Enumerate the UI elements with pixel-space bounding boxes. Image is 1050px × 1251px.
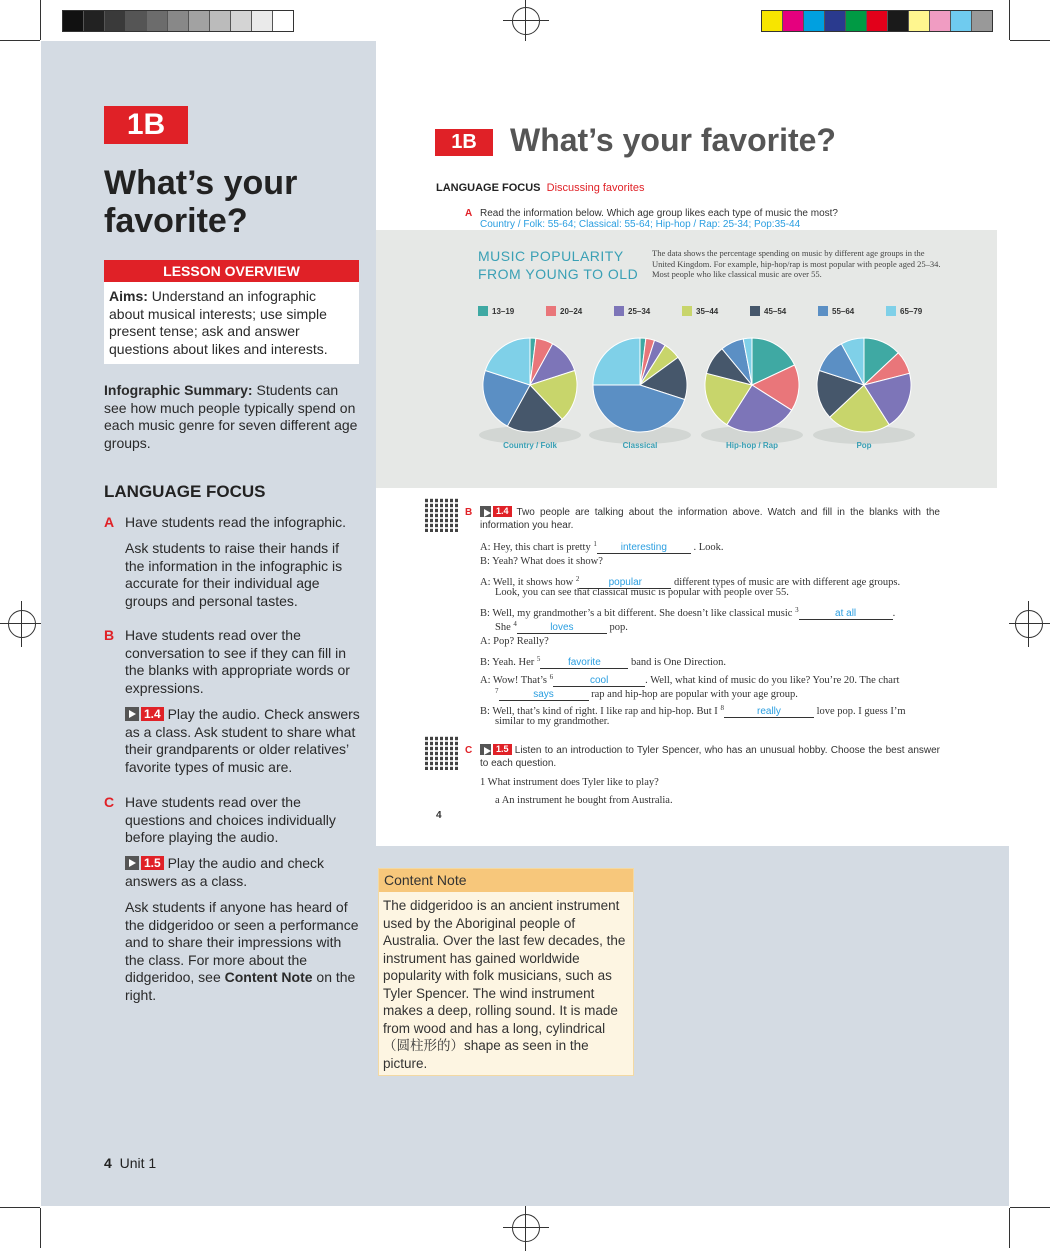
lesson-title-line: favorite? — [104, 202, 248, 240]
legend-label: 35–44 — [696, 306, 719, 316]
legend-item — [750, 306, 786, 316]
legend-label: 25–34 — [628, 306, 651, 316]
exercise-letter-a: A — [465, 208, 473, 219]
exercise-a-instruction — [480, 208, 950, 230]
lesson-title — [104, 164, 297, 240]
answer-blank[interactable]: loves — [517, 622, 607, 634]
question-1-option-a[interactable]: a An instrument he bought from Australia. — [495, 795, 673, 806]
line-text: rap and hip-hop are popular with your age group. — [588, 689, 798, 700]
pie-label: Classical — [622, 441, 658, 450]
qr-code-icon[interactable] — [425, 498, 459, 532]
pie-slice — [593, 338, 640, 385]
gray-swatch-bar — [62, 10, 294, 32]
answer-blank[interactable]: interesting — [597, 542, 691, 554]
section-letter-a: A — [104, 514, 115, 530]
summary-text: Students can see how much people typically spend on each music genre for seven different age groups. — [104, 382, 358, 451]
play-icon[interactable] — [125, 856, 139, 870]
line-text: love pop. I guess I’m — [813, 706, 906, 717]
legend-swatch — [546, 306, 556, 316]
section-c-text-2: Play the audio and check answers as a class. — [125, 855, 325, 889]
answer-text: Country / Folk: 55-64; Classical: 55-64; Hip-hop / Rap: 25-34; Pop:35-44 — [480, 219, 801, 230]
lesson-tag: 1B — [104, 106, 188, 144]
blank-number: 8 — [720, 704, 724, 712]
teacher-page-footer — [104, 1155, 156, 1171]
instruction-text: Two people are talking about the information above. Watch and fill in the blanks with the information you hear. — [480, 507, 940, 531]
legend-item — [886, 306, 922, 316]
conversation-line — [480, 684, 940, 702]
blank-number: 5 — [536, 655, 541, 663]
blank-number: 2 — [575, 575, 580, 583]
track-badge: 1.4 — [493, 506, 512, 517]
line-text: . Well, what kind of music do you like? You’re 20. The chart — [645, 675, 900, 686]
play-icon[interactable] — [480, 744, 491, 755]
line-text: A: Hey, this chart is pretty — [480, 542, 594, 553]
conversation-line — [480, 652, 940, 670]
blank-number: 6 — [549, 673, 554, 681]
crop-mark — [1009, 0, 1010, 40]
legend-label: 55–64 — [832, 306, 855, 316]
line-text: B: Yeah. Her — [480, 657, 537, 668]
crop-mark — [40, 0, 41, 40]
blank-number: 7 — [495, 687, 499, 695]
instruction-text: Read the information below. Which age group likes each type of music the most? — [480, 208, 838, 219]
section-b-text: Have students read over the conversation to see if they can fill in the blanks with appropriate words or expressions. — [125, 627, 350, 696]
lesson-title-line: What’s your — [104, 164, 298, 202]
language-focus-heading: LANGUAGE FOCUS — [104, 482, 266, 501]
content-note-header: Content Note — [379, 869, 633, 892]
conversation-line — [480, 617, 940, 635]
play-icon[interactable] — [480, 506, 491, 517]
crop-mark — [1010, 1207, 1050, 1208]
section-c-text: Have students read over the questions and choices individually before playing the audio. — [125, 794, 336, 845]
page-number: 4 — [104, 1155, 112, 1171]
focus-topic: Discussing favorites — [546, 182, 645, 194]
aims-text: Understand an infographic about musical interests; use simple present tense; ask and answer questions about likes and interests. — [109, 288, 328, 357]
legend-label: 20–24 — [560, 306, 583, 316]
qr-code-icon[interactable] — [425, 736, 459, 770]
blank-number: 1 — [593, 540, 597, 548]
legend-swatch — [818, 306, 828, 316]
line-text: different types of music are with different age groups. — [671, 577, 901, 588]
content-note-body: The didgeridoo is an ancient instrument used by the Aboriginal people of Australia. Over the last few decades, the instrument has gained worldwide popularity with folk musicians, such as Tyler Spencer. The wind instrument makes a deep, rolling sound. It is made from wood and has a long, cylindrical （圆柱形的）shape as seen in the picture. — [383, 898, 626, 1071]
legend-item — [818, 306, 854, 316]
crop-mark — [0, 40, 40, 41]
conversation-line: A: Pop? Really? — [480, 636, 549, 647]
infographic-summary — [104, 382, 359, 452]
registration-mark-icon — [512, 1214, 540, 1242]
legend-label: 65–79 — [900, 306, 923, 316]
heading-line: MUSIC POPULARITY — [478, 248, 624, 264]
student-focus-line — [436, 182, 644, 194]
crop-mark — [40, 1208, 41, 1248]
infographic-heading — [478, 247, 638, 283]
legend-item — [614, 306, 650, 316]
lesson-aims-box — [104, 282, 359, 364]
crop-mark — [1009, 1208, 1010, 1248]
line-text: B: Well, that’s kind of right. I like rap and hip-hop. But I — [480, 706, 721, 717]
answer-blank[interactable]: really — [724, 706, 814, 718]
summary-label: Infographic Summary: — [104, 382, 253, 398]
pie-label: Hip-hop / Rap — [726, 441, 778, 450]
exercise-letter-c: C — [465, 745, 473, 756]
content-note-box — [378, 868, 634, 1076]
crop-mark — [1010, 40, 1050, 41]
legend-swatch — [750, 306, 760, 316]
track-badge: 1.4 — [141, 707, 164, 721]
content-note-link: Content Note — [224, 969, 313, 985]
crop-mark — [0, 1207, 40, 1208]
conversation-line: Look, you can see that classical music is popular with people over 55. — [495, 587, 789, 598]
legend-label: 45–54 — [764, 306, 787, 316]
line-text: B: Well, my grandmother’s a bit different. She doesn’t like classical music — [480, 608, 796, 619]
legend-swatch — [478, 306, 488, 316]
section-letter-b: B — [104, 627, 115, 643]
line-text: A: Wow! That’s — [480, 675, 550, 686]
pie-label: Pop — [856, 441, 872, 450]
answer-blank[interactable]: cool — [553, 675, 645, 687]
blank-number: 4 — [513, 620, 517, 628]
section-c-text-3 — [125, 899, 360, 1004]
answer-blank[interactable]: at all — [799, 608, 893, 620]
legend-swatch — [614, 306, 624, 316]
lesson-overview-header: LESSON OVERVIEW — [104, 260, 359, 282]
section-b-audio-note — [125, 706, 360, 776]
legend-label: 13–19 — [492, 306, 515, 316]
pie-label: Country / Folk — [503, 441, 557, 450]
conversation-line: similar to my grandmother. — [495, 716, 610, 727]
color-swatch-bar — [761, 10, 993, 32]
legend-item — [478, 306, 514, 316]
unit-label: Unit 1 — [119, 1155, 157, 1171]
focus-label: LANGUAGE FOCUS — [436, 182, 541, 194]
exercise-c-instruction — [480, 744, 940, 770]
heading-line: FROM YOUNG TO OLD — [478, 266, 639, 282]
section-a-text: Have students read the infographic. — [125, 514, 347, 530]
student-lesson-tag: 1B — [435, 129, 493, 156]
instruction-text: Listen to an introduction to Tyler Spencer, who has an unusual hobby. Choose the best answer to each question. — [480, 745, 940, 769]
blank-number: 3 — [795, 606, 799, 614]
track-badge: 1.5 — [493, 744, 512, 755]
student-lesson-title: What’s your favorite? — [510, 122, 836, 158]
play-icon[interactable] — [125, 707, 139, 721]
conversation-line — [480, 537, 940, 555]
legend-swatch — [886, 306, 896, 316]
text-run: on the right. — [125, 969, 356, 1003]
registration-mark-icon — [512, 7, 540, 35]
line-text: She — [495, 622, 514, 633]
infographic-description: The data shows the percentage spending on music by different age groups in the United Kingdom. For example, hip-hop/rap is most popular with people aged 25–34. Most people who like classical music are over 55. — [652, 248, 941, 279]
question-1: 1 What instrument does Tyler like to play? — [480, 777, 659, 788]
exercise-letter-b: B — [465, 507, 473, 518]
registration-mark-icon — [8, 610, 36, 638]
registration-mark-icon — [1015, 610, 1043, 638]
legend-swatch — [682, 306, 692, 316]
conversation-line: B: Yeah? What does it show? — [480, 556, 603, 567]
legend-item — [682, 306, 718, 316]
answer-blank[interactable]: popular — [579, 577, 671, 589]
answer-blank[interactable]: says — [499, 689, 589, 701]
section-letter-c: C — [104, 794, 115, 810]
line-text: . Look. — [690, 542, 724, 553]
track-badge: 1.5 — [141, 856, 164, 870]
aims-label: Aims: — [109, 288, 148, 304]
text-run: Ask students if anyone has heard of the didgeridoo or seen a performance and to share their impressions with the class. For more about the didgeridoo, see — [125, 899, 359, 985]
exercise-b-instruction — [480, 506, 940, 532]
student-page-number: 4 — [436, 810, 442, 821]
line-text: . — [892, 608, 896, 619]
legend-item — [546, 306, 582, 316]
section-c-audio-note — [125, 855, 360, 890]
section-b-text-2: Play the audio. Check answers as a class. Ask student to share what their grandparents or older relatives’ favorite types of music are. — [125, 706, 360, 775]
answer-blank[interactable]: favorite — [540, 657, 628, 669]
pie-charts — [376, 330, 997, 460]
line-text: band is One Direction. — [628, 657, 727, 668]
section-a-text-2: Ask students to raise their hands if the information in the infographic is accurate for their individual age groups and personal tastes. — [125, 540, 343, 609]
line-text: pop. — [606, 622, 628, 633]
line-text: A: Well, it shows how — [480, 577, 576, 588]
